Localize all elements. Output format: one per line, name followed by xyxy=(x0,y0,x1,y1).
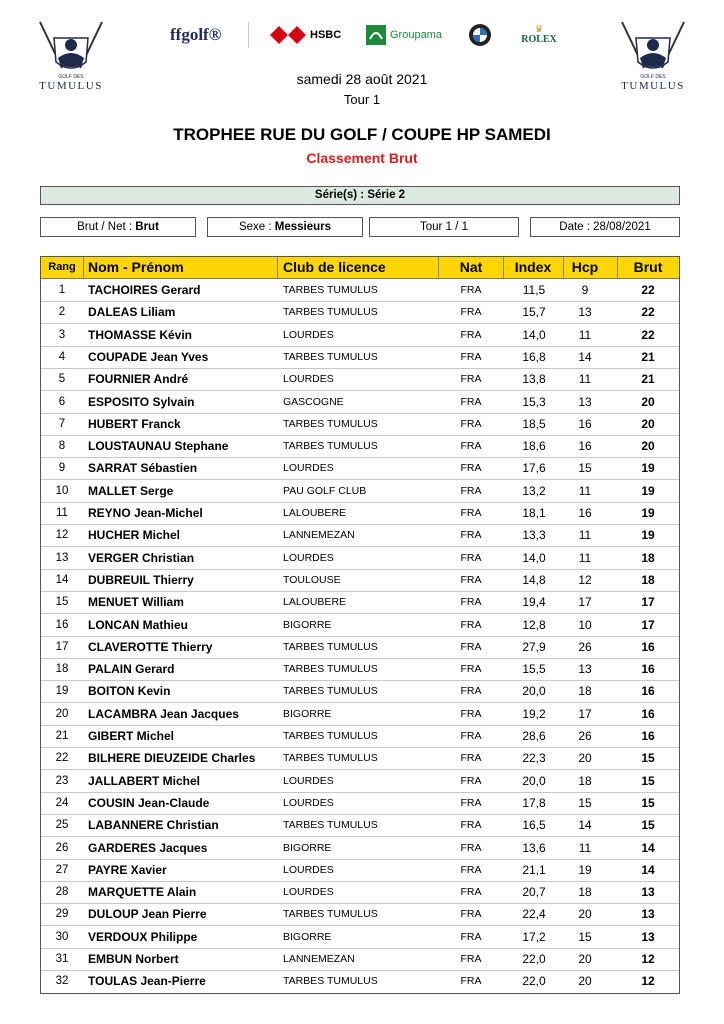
cell-brut: 19 xyxy=(641,461,655,476)
logo-text: TUMULUS xyxy=(39,80,103,92)
cell-nat: FRA xyxy=(460,373,482,386)
cell-nom: BOITON Kevin xyxy=(88,684,171,699)
cell-rang: 32 xyxy=(55,975,69,988)
table-row xyxy=(41,747,679,770)
cell-nat: FRA xyxy=(460,819,482,832)
cell-brut: 15 xyxy=(641,818,655,833)
brut-net-box: Brut / Net : Brut xyxy=(40,217,196,237)
hsbc-logo: HSBC xyxy=(270,22,350,48)
cell-brut: 21 xyxy=(641,349,655,364)
cell-brut: 22 xyxy=(641,305,655,320)
bmw-logo xyxy=(468,22,494,48)
cell-club: LANNEMEZAN xyxy=(283,953,355,965)
col-club: Club de licence xyxy=(283,259,386,275)
cell-club: BIGORRE xyxy=(283,618,332,631)
cell-club: BIGORRE xyxy=(283,841,332,854)
cell-club: LOURDES xyxy=(283,863,334,876)
table-row xyxy=(41,948,679,971)
cell-brut: 19 xyxy=(641,483,655,498)
cell-nom: LACAMBRA Jean Jacques xyxy=(88,706,239,721)
cell-brut: 12 xyxy=(641,952,655,966)
cell-nat: FRA xyxy=(460,573,482,586)
page-subtitle: Classement Brut xyxy=(306,150,418,166)
cell-brut: 20 xyxy=(641,439,655,454)
cell-rang: 1 xyxy=(58,284,66,296)
cell-club: LOURDES xyxy=(283,462,334,475)
cell-index: 22,4 xyxy=(522,907,546,922)
cell-nat: FRA xyxy=(460,685,482,698)
cell-index: 13,3 xyxy=(522,528,546,543)
table-row xyxy=(41,792,679,815)
cell-club: LOURDES xyxy=(283,796,334,809)
cell-club: TARBES TUMULUS xyxy=(283,975,378,988)
logo-text: TUMULUS xyxy=(621,80,685,92)
cell-rang: 23 xyxy=(55,774,69,787)
cell-club: TARBES TUMULUS xyxy=(283,663,378,676)
table-row xyxy=(41,970,679,992)
cell-brut: 20 xyxy=(641,394,655,409)
cell-index: 11,5 xyxy=(522,283,546,297)
cell-nom: PALAIN Gerard xyxy=(88,662,175,677)
cell-index: 18,6 xyxy=(522,439,546,454)
groupama-icon xyxy=(366,25,386,45)
cell-brut: 21 xyxy=(641,372,655,387)
table-row xyxy=(41,368,679,391)
table-row xyxy=(41,547,679,570)
cell-nom: HUBERT Franck xyxy=(88,416,181,431)
cell-index: 15,7 xyxy=(522,305,546,320)
cell-index: 14,8 xyxy=(522,572,546,587)
cell-nom: VERGER Christian xyxy=(88,550,195,565)
cell-hcp: 20 xyxy=(578,907,592,922)
cell-club: GASCOGNE xyxy=(283,395,344,408)
cell-brut: 17 xyxy=(641,595,655,610)
cell-rang: 25 xyxy=(55,819,69,832)
bmw-roundel-icon xyxy=(468,23,492,47)
cell-rang: 21 xyxy=(55,730,69,742)
cell-rang: 31 xyxy=(55,953,69,965)
cell-brut: 18 xyxy=(641,572,655,587)
cell-nat: FRA xyxy=(460,484,482,497)
cell-rang: 20 xyxy=(55,707,69,720)
cell-nat: FRA xyxy=(460,886,482,899)
cell-index: 14,0 xyxy=(522,550,546,565)
cell-nat: FRA xyxy=(460,529,482,542)
cell-nom: CLAVEROTTE Thierry xyxy=(88,639,213,654)
table-row xyxy=(41,279,679,302)
cell-nom: THOMASSE Kévin xyxy=(88,327,193,342)
table-row xyxy=(41,480,679,503)
cell-brut: 13 xyxy=(641,907,655,922)
cell-nom: TOULAS Jean-Pierre xyxy=(88,974,206,989)
cell-club: TARBES TUMULUS xyxy=(283,306,378,319)
table-row xyxy=(41,680,679,703)
cell-nom: LABANNERE Christian xyxy=(88,818,219,833)
cell-rang: 15 xyxy=(55,596,69,609)
cell-nom: TACHOIRES Gerard xyxy=(88,283,201,297)
cell-index: 13,2 xyxy=(522,483,546,498)
table-row xyxy=(41,658,679,681)
cell-nom: DUBREUIL Thierry xyxy=(88,572,194,587)
cell-rang: 18 xyxy=(55,663,69,676)
cell-brut: 16 xyxy=(641,729,655,743)
table-row xyxy=(41,346,679,369)
cell-index: 17,2 xyxy=(522,929,546,944)
cell-nom: MENUET William xyxy=(88,595,184,610)
cell-brut: 19 xyxy=(641,528,655,543)
cell-club: TARBES TUMULUS xyxy=(283,284,378,296)
cell-nom: REYNO Jean-Michel xyxy=(88,506,203,520)
cell-nat: FRA xyxy=(460,507,482,519)
cell-index: 13,6 xyxy=(522,840,546,855)
cell-brut: 18 xyxy=(641,550,655,565)
cell-nat: FRA xyxy=(460,863,482,876)
table-row xyxy=(41,903,679,926)
cell-nom: DALEAS Liliam xyxy=(88,305,176,320)
cell-nat: FRA xyxy=(460,395,482,408)
cell-index: 20,7 xyxy=(522,885,546,900)
cell-index: 22,0 xyxy=(522,952,546,966)
cell-nat: FRA xyxy=(460,707,482,720)
cell-nom: LONCAN Mathieu xyxy=(88,617,188,632)
cell-nom: JALLABERT Michel xyxy=(88,773,201,788)
cell-index: 22,0 xyxy=(522,974,546,989)
cell-hcp: 14 xyxy=(578,349,592,364)
cell-rang: 26 xyxy=(55,841,69,854)
cell-nat: FRA xyxy=(460,975,482,988)
cell-club: TARBES TUMULUS xyxy=(283,908,378,921)
cell-brut: 17 xyxy=(641,617,655,632)
cell-rang: 16 xyxy=(55,618,69,631)
table-row xyxy=(41,814,679,837)
cell-index: 17,8 xyxy=(522,795,546,810)
table-row xyxy=(41,435,679,458)
cell-hcp: 17 xyxy=(578,706,592,721)
cell-hcp: 20 xyxy=(578,751,592,766)
cell-nat: FRA xyxy=(460,752,482,765)
tour-box: Tour 1 / 1 xyxy=(369,217,519,237)
cell-nom: MARQUETTE Alain xyxy=(88,885,197,900)
cell-rang: 11 xyxy=(56,507,68,519)
cell-rang: 2 xyxy=(58,306,66,319)
results-table xyxy=(40,256,680,994)
cell-club: TARBES TUMULUS xyxy=(283,685,378,698)
table-row xyxy=(41,413,679,436)
cell-hcp: 16 xyxy=(578,439,592,454)
cell-brut: 15 xyxy=(641,751,655,766)
cell-nat: FRA xyxy=(460,618,482,631)
svg-text:GOLF DES: GOLF DES xyxy=(58,74,84,80)
cell-club: LALOUBERE xyxy=(283,596,347,609)
cell-rang: 14 xyxy=(55,573,69,586)
cell-brut: 15 xyxy=(641,773,655,788)
cell-rang: 22 xyxy=(55,752,69,765)
cell-nom: COUSIN Jean-Claude xyxy=(88,795,210,810)
serie-banner: Série(s) : Série 2 xyxy=(40,186,680,205)
cell-index: 15,5 xyxy=(522,662,546,677)
cell-brut: 22 xyxy=(641,283,655,297)
table-row xyxy=(41,301,679,324)
cell-index: 16,8 xyxy=(522,349,546,364)
col-nat: Nat xyxy=(459,259,483,275)
cell-hcp: 26 xyxy=(578,639,592,654)
table-row xyxy=(41,391,679,414)
cell-nom: PAYRE Xavier xyxy=(88,862,167,877)
table-row xyxy=(41,614,679,637)
cell-brut: 20 xyxy=(641,416,655,431)
table-row xyxy=(41,926,679,949)
hsbc-hexagon-icon xyxy=(270,26,306,44)
cell-nom: MALLET Serge xyxy=(88,483,174,498)
cell-rang: 27 xyxy=(55,863,69,876)
page-title: TROPHEE RUE DU GOLF / COUPE HP SAMEDI xyxy=(173,125,551,144)
cell-club: LALOUBERE xyxy=(283,507,347,519)
cell-rang: 3 xyxy=(58,328,66,341)
cell-club: TARBES TUMULUS xyxy=(283,730,378,742)
cell-hcp: 16 xyxy=(578,416,592,431)
col-hcp: Hcp xyxy=(571,259,599,275)
cell-rang: 29 xyxy=(55,908,69,921)
cell-nom: BILHERE DIEUZEIDE Charles xyxy=(88,751,256,766)
cell-brut: 15 xyxy=(641,795,655,810)
cell-nom: EMBUN Norbert xyxy=(88,952,179,966)
cell-club: TARBES TUMULUS xyxy=(283,417,378,430)
cell-rang: 17 xyxy=(55,640,69,653)
cell-hcp: 20 xyxy=(578,974,592,989)
crown-icon: ♛ xyxy=(534,23,544,35)
cell-nat: FRA xyxy=(460,908,482,921)
cell-rang: 5 xyxy=(58,373,66,386)
cell-rang: 19 xyxy=(55,685,69,698)
cell-index: 19,2 xyxy=(522,706,546,721)
cell-nom: VERDOUX Philippe xyxy=(88,929,198,944)
cell-index: 20,0 xyxy=(522,773,546,788)
cell-nat: FRA xyxy=(460,796,482,809)
cell-index: 14,0 xyxy=(522,327,546,342)
svg-text:GOLF DES: GOLF DES xyxy=(640,74,666,80)
cell-index: 13,8 xyxy=(522,372,546,387)
cell-brut: 13 xyxy=(641,929,655,944)
table-row xyxy=(41,859,679,882)
table-row xyxy=(41,636,679,659)
cell-club: TARBES TUMULUS xyxy=(283,819,378,832)
cell-nom: LOUSTAUNAU Stephane xyxy=(88,439,229,454)
cell-club: PAU GOLF CLUB xyxy=(283,484,367,497)
cell-hcp: 11 xyxy=(578,483,592,498)
cell-club: LOURDES xyxy=(283,328,334,341)
cell-club: TARBES TUMULUS xyxy=(283,440,378,453)
cell-nat: FRA xyxy=(460,440,482,453)
cell-hcp: 11 xyxy=(578,550,592,565)
cell-hcp: 14 xyxy=(578,818,592,833)
cell-rang: 28 xyxy=(55,886,69,899)
cell-nom: DULOUP Jean Pierre xyxy=(88,907,207,922)
ffgolf-logo: ffgolf® xyxy=(170,25,222,44)
table-row xyxy=(41,837,679,860)
cell-nom: GARDERES Jacques xyxy=(88,840,208,855)
cell-hcp: 15 xyxy=(578,795,592,810)
cell-index: 16,5 xyxy=(522,818,546,833)
cell-hcp: 18 xyxy=(578,684,592,699)
cell-hcp: 15 xyxy=(578,461,592,476)
cell-index: 20,0 xyxy=(522,684,546,699)
table-row xyxy=(41,502,679,525)
rolex-logo: ♛ ROLEX xyxy=(521,23,557,45)
cell-rang: 6 xyxy=(58,395,66,408)
cell-club: LANNEMEZAN xyxy=(283,529,355,542)
cell-club: LOURDES xyxy=(283,373,334,386)
cell-hcp: 13 xyxy=(578,662,592,677)
cell-hcp: 11 xyxy=(578,528,592,543)
date-box: Date : 28/08/2021 xyxy=(530,217,680,237)
cell-rang: 30 xyxy=(55,930,69,943)
cell-nom: HUCHER Michel xyxy=(88,528,181,543)
table-row xyxy=(41,703,679,726)
cell-index: 19,4 xyxy=(522,595,546,610)
cell-nat: FRA xyxy=(460,841,482,854)
cell-nat: FRA xyxy=(460,730,482,742)
cell-nat: FRA xyxy=(460,328,482,341)
cell-hcp: 9 xyxy=(581,283,589,297)
cell-index: 17,6 xyxy=(522,461,546,476)
cell-hcp: 11 xyxy=(578,840,592,855)
cell-rang: 12 xyxy=(55,529,69,542)
cell-index: 21,1 xyxy=(522,862,546,877)
cell-nat: FRA xyxy=(460,462,482,475)
cell-club: LOURDES xyxy=(283,886,334,899)
cell-nat: FRA xyxy=(460,596,482,609)
cell-index: 28,6 xyxy=(522,729,546,743)
cell-hcp: 15 xyxy=(578,929,592,944)
cell-nat: FRA xyxy=(460,953,482,965)
cell-rang: 24 xyxy=(55,796,69,809)
table-row xyxy=(41,881,679,904)
cell-brut: 14 xyxy=(641,840,655,855)
cell-hcp: 13 xyxy=(578,305,592,320)
cell-hcp: 18 xyxy=(578,773,592,788)
cell-nom: SARRAT Sébastien xyxy=(88,461,198,476)
table-row xyxy=(41,569,679,592)
cell-brut: 12 xyxy=(641,974,655,989)
cell-rang: 7 xyxy=(58,417,66,430)
cell-rang: 8 xyxy=(58,440,66,453)
event-tour: Tour 1 xyxy=(343,92,381,107)
table-row xyxy=(41,725,679,748)
table-row xyxy=(41,457,679,480)
cell-club: TARBES TUMULUS xyxy=(283,640,378,653)
cell-nat: FRA xyxy=(460,350,482,363)
cell-club: TOULOUSE xyxy=(283,573,341,586)
cell-index: 18,1 xyxy=(522,506,546,520)
cell-hcp: 18 xyxy=(578,885,592,900)
col-rang: Rang xyxy=(48,261,76,273)
cell-brut: 22 xyxy=(641,327,655,342)
cell-nom: GIBERT Michel xyxy=(88,729,175,743)
col-brut: Brut xyxy=(633,259,663,275)
cell-hcp: 19 xyxy=(578,862,592,877)
cell-rang: 4 xyxy=(58,350,66,363)
cell-nat: FRA xyxy=(460,284,482,296)
cell-nat: FRA xyxy=(460,640,482,653)
cell-nat: FRA xyxy=(460,551,482,564)
cell-nat: FRA xyxy=(460,930,482,943)
cell-hcp: 16 xyxy=(578,506,592,520)
cell-brut: 19 xyxy=(641,506,655,520)
cell-brut: 16 xyxy=(641,684,655,699)
groupama-logo: Groupama xyxy=(366,22,450,48)
cell-brut: 16 xyxy=(641,662,655,677)
cell-index: 22,3 xyxy=(522,751,546,766)
cell-hcp: 13 xyxy=(578,394,592,409)
cell-club: LOURDES xyxy=(283,774,334,787)
cell-index: 27,9 xyxy=(522,639,546,654)
cell-hcp: 12 xyxy=(578,572,592,587)
table-row xyxy=(41,324,679,347)
cell-club: LOURDES xyxy=(283,551,334,564)
cell-rang: 13 xyxy=(55,551,69,564)
cell-nat: FRA xyxy=(460,417,482,430)
cell-hcp: 10 xyxy=(578,617,592,632)
cell-nat: FRA xyxy=(460,774,482,787)
col-index: Index xyxy=(514,259,552,275)
cell-index: 18,5 xyxy=(522,416,546,431)
cell-nat: FRA xyxy=(460,306,482,319)
cell-hcp: 11 xyxy=(578,327,592,342)
cell-nom: COUPADE Jean Yves xyxy=(88,349,209,364)
cell-nat: FRA xyxy=(460,663,482,676)
col-nom: Nom - Prénom xyxy=(88,259,184,275)
cell-nom: ESPOSITO Sylvain xyxy=(88,394,195,409)
table-row xyxy=(41,770,679,793)
cell-club: BIGORRE xyxy=(283,707,332,720)
cell-rang: 10 xyxy=(55,484,69,497)
cell-brut: 13 xyxy=(641,885,655,900)
cell-club: TARBES TUMULUS xyxy=(283,350,378,363)
table-row xyxy=(41,591,679,614)
cell-brut: 14 xyxy=(641,862,655,877)
cell-hcp: 26 xyxy=(578,729,592,743)
cell-hcp: 20 xyxy=(578,952,592,966)
cell-index: 15,3 xyxy=(522,394,546,409)
cell-brut: 16 xyxy=(641,639,655,654)
table-header xyxy=(41,257,679,279)
table-row xyxy=(41,524,679,547)
cell-club: TARBES TUMULUS xyxy=(283,752,378,765)
cell-hcp: 17 xyxy=(578,595,592,610)
sexe-box: Sexe : Messieurs xyxy=(207,217,363,237)
cell-rang: 9 xyxy=(58,462,66,475)
event-date: samedi 28 août 2021 xyxy=(296,71,428,87)
cell-index: 12,8 xyxy=(522,617,546,632)
cell-nom: FOURNIER André xyxy=(88,372,189,387)
cell-club: BIGORRE xyxy=(283,930,332,943)
cell-brut: 16 xyxy=(641,706,655,721)
cell-hcp: 11 xyxy=(578,372,592,387)
